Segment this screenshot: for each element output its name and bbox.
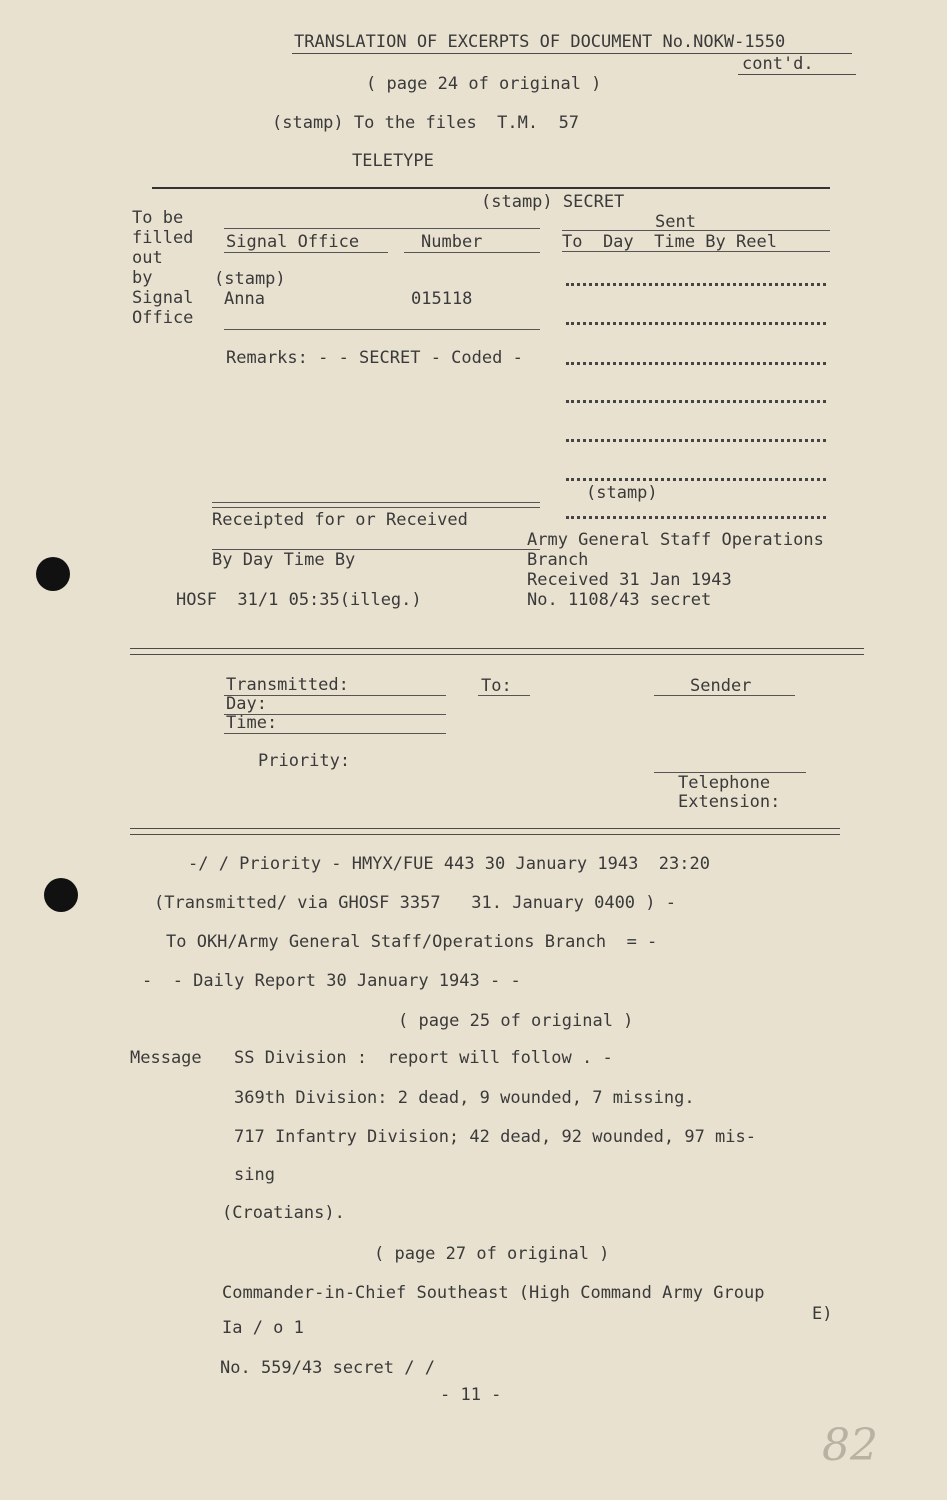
page-reference-24: ( page 24 of original ) xyxy=(366,74,602,94)
stamp-line: Received 31 Jan 1943 xyxy=(527,570,732,590)
sender-label: Sender xyxy=(690,676,752,696)
to-rule xyxy=(478,695,530,696)
stamp-dotted-line xyxy=(566,516,826,519)
to-label: To: xyxy=(481,676,512,696)
continued-label: cont'd. xyxy=(742,54,814,74)
message-line: To OKH/Army General Staff/Operations Branch = - xyxy=(166,932,658,952)
ia-line: Ia / o 1 xyxy=(222,1318,304,1338)
signal-office-value: Anna xyxy=(224,289,265,309)
division-369-line: 369th Division: 2 dead, 9 wounded, 7 missing. xyxy=(234,1088,695,1108)
receipted-label: Receipted for or Received xyxy=(212,510,468,530)
remarks-dotted-line xyxy=(566,439,826,442)
extension-label: Extension: xyxy=(678,792,781,812)
section-divider xyxy=(130,648,864,649)
remarks-dotted-line xyxy=(566,362,826,365)
instruction-line: out xyxy=(132,248,163,268)
form-top-rule xyxy=(152,187,830,189)
continued-underline xyxy=(738,74,856,75)
receipt-rule xyxy=(212,502,540,503)
page-number: - 11 - xyxy=(440,1385,502,1405)
army-group-e: E) xyxy=(812,1304,833,1324)
message-line: - - Daily Report 30 January 1943 - - xyxy=(142,971,521,991)
punch-hole-upper xyxy=(36,557,70,591)
section-divider xyxy=(130,828,840,829)
section-divider xyxy=(130,834,840,835)
signal-office-header: Signal Office xyxy=(226,232,360,252)
remarks-line: Remarks: - - SECRET - Coded - xyxy=(226,348,523,368)
receipt-rule xyxy=(212,507,540,508)
ss-division-line: SS Division : report will follow . - xyxy=(234,1048,613,1068)
sender-rule xyxy=(654,695,795,696)
remarks-dotted-line xyxy=(566,478,826,481)
sent-label: Sent xyxy=(655,212,696,232)
handwritten-page-mark: 82 xyxy=(822,1420,878,1471)
page-reference-25: ( page 25 of original ) xyxy=(398,1011,634,1031)
values-rule xyxy=(224,329,540,330)
signal-office-header-rule xyxy=(224,252,388,253)
day-label: Day: xyxy=(226,694,267,714)
transmitted-label: Transmitted: xyxy=(226,675,349,695)
croatians-line: (Croatians). xyxy=(222,1203,345,1223)
priority-label: Priority: xyxy=(258,751,351,771)
instruction-line: To be xyxy=(132,208,184,228)
instruction-line: filled xyxy=(132,228,194,248)
stamp-to-files: (stamp) To the files T.M. 57 xyxy=(272,113,580,133)
stamp-secret: (stamp) SECRET xyxy=(481,192,625,212)
sent-dotted-line xyxy=(566,283,826,286)
punch-hole-lower xyxy=(44,878,78,912)
stamp-label: (stamp) xyxy=(214,269,286,289)
division-717-continued: sing xyxy=(234,1165,275,1185)
instruction-line: by xyxy=(132,268,153,288)
sent-columns: To Day Time By Reel xyxy=(562,232,777,252)
instruction-line: Signal xyxy=(132,288,194,308)
stamp-line: No. 1108/43 secret xyxy=(527,590,712,610)
sent-topline xyxy=(562,230,830,231)
section-divider xyxy=(130,654,864,655)
instruction-line: Office xyxy=(132,308,194,328)
sent-dotted-line xyxy=(566,322,826,325)
sent-columns-rule xyxy=(562,251,830,252)
signal-office-topline xyxy=(224,228,540,229)
teletype-label: TELETYPE xyxy=(352,151,434,171)
message-line: (Transmitted/ via GHOSF 3357 31. January 0400 ) - xyxy=(154,893,676,913)
number-header-rule xyxy=(404,252,540,253)
number-header: Number xyxy=(421,232,483,252)
document-title: TRANSLATION OF EXCERPTS OF DOCUMENT No.NOKW-1550 xyxy=(294,32,786,52)
stamp-line: Branch xyxy=(527,550,589,570)
time-rule xyxy=(224,733,446,734)
time-label: Time: xyxy=(226,713,278,733)
by-day-time-label: By Day Time By xyxy=(212,550,356,570)
received-entry: HOSF 31/1 05:35(illeg.) xyxy=(176,590,422,610)
telephone-label: Telephone xyxy=(678,773,771,793)
page-reference-27: ( page 27 of original ) xyxy=(374,1244,610,1264)
number-secret-line: No. 559/43 secret / / xyxy=(220,1358,435,1378)
remarks-dotted-line xyxy=(566,400,826,403)
message-line: -/ / Priority - HMYX/FUE 443 30 January 1943 23:20 xyxy=(188,854,710,874)
stamp-right: (stamp) xyxy=(586,483,658,503)
number-value: 015118 xyxy=(411,289,473,309)
commander-line: Commander-in-Chief Southeast (High Command Army Group xyxy=(222,1283,765,1303)
division-717-line: 717 Infantry Division; 42 dead, 92 wounded, 97 mis- xyxy=(234,1127,756,1147)
message-label: Message xyxy=(130,1048,202,1068)
stamp-line: Army General Staff Operations xyxy=(527,530,824,550)
